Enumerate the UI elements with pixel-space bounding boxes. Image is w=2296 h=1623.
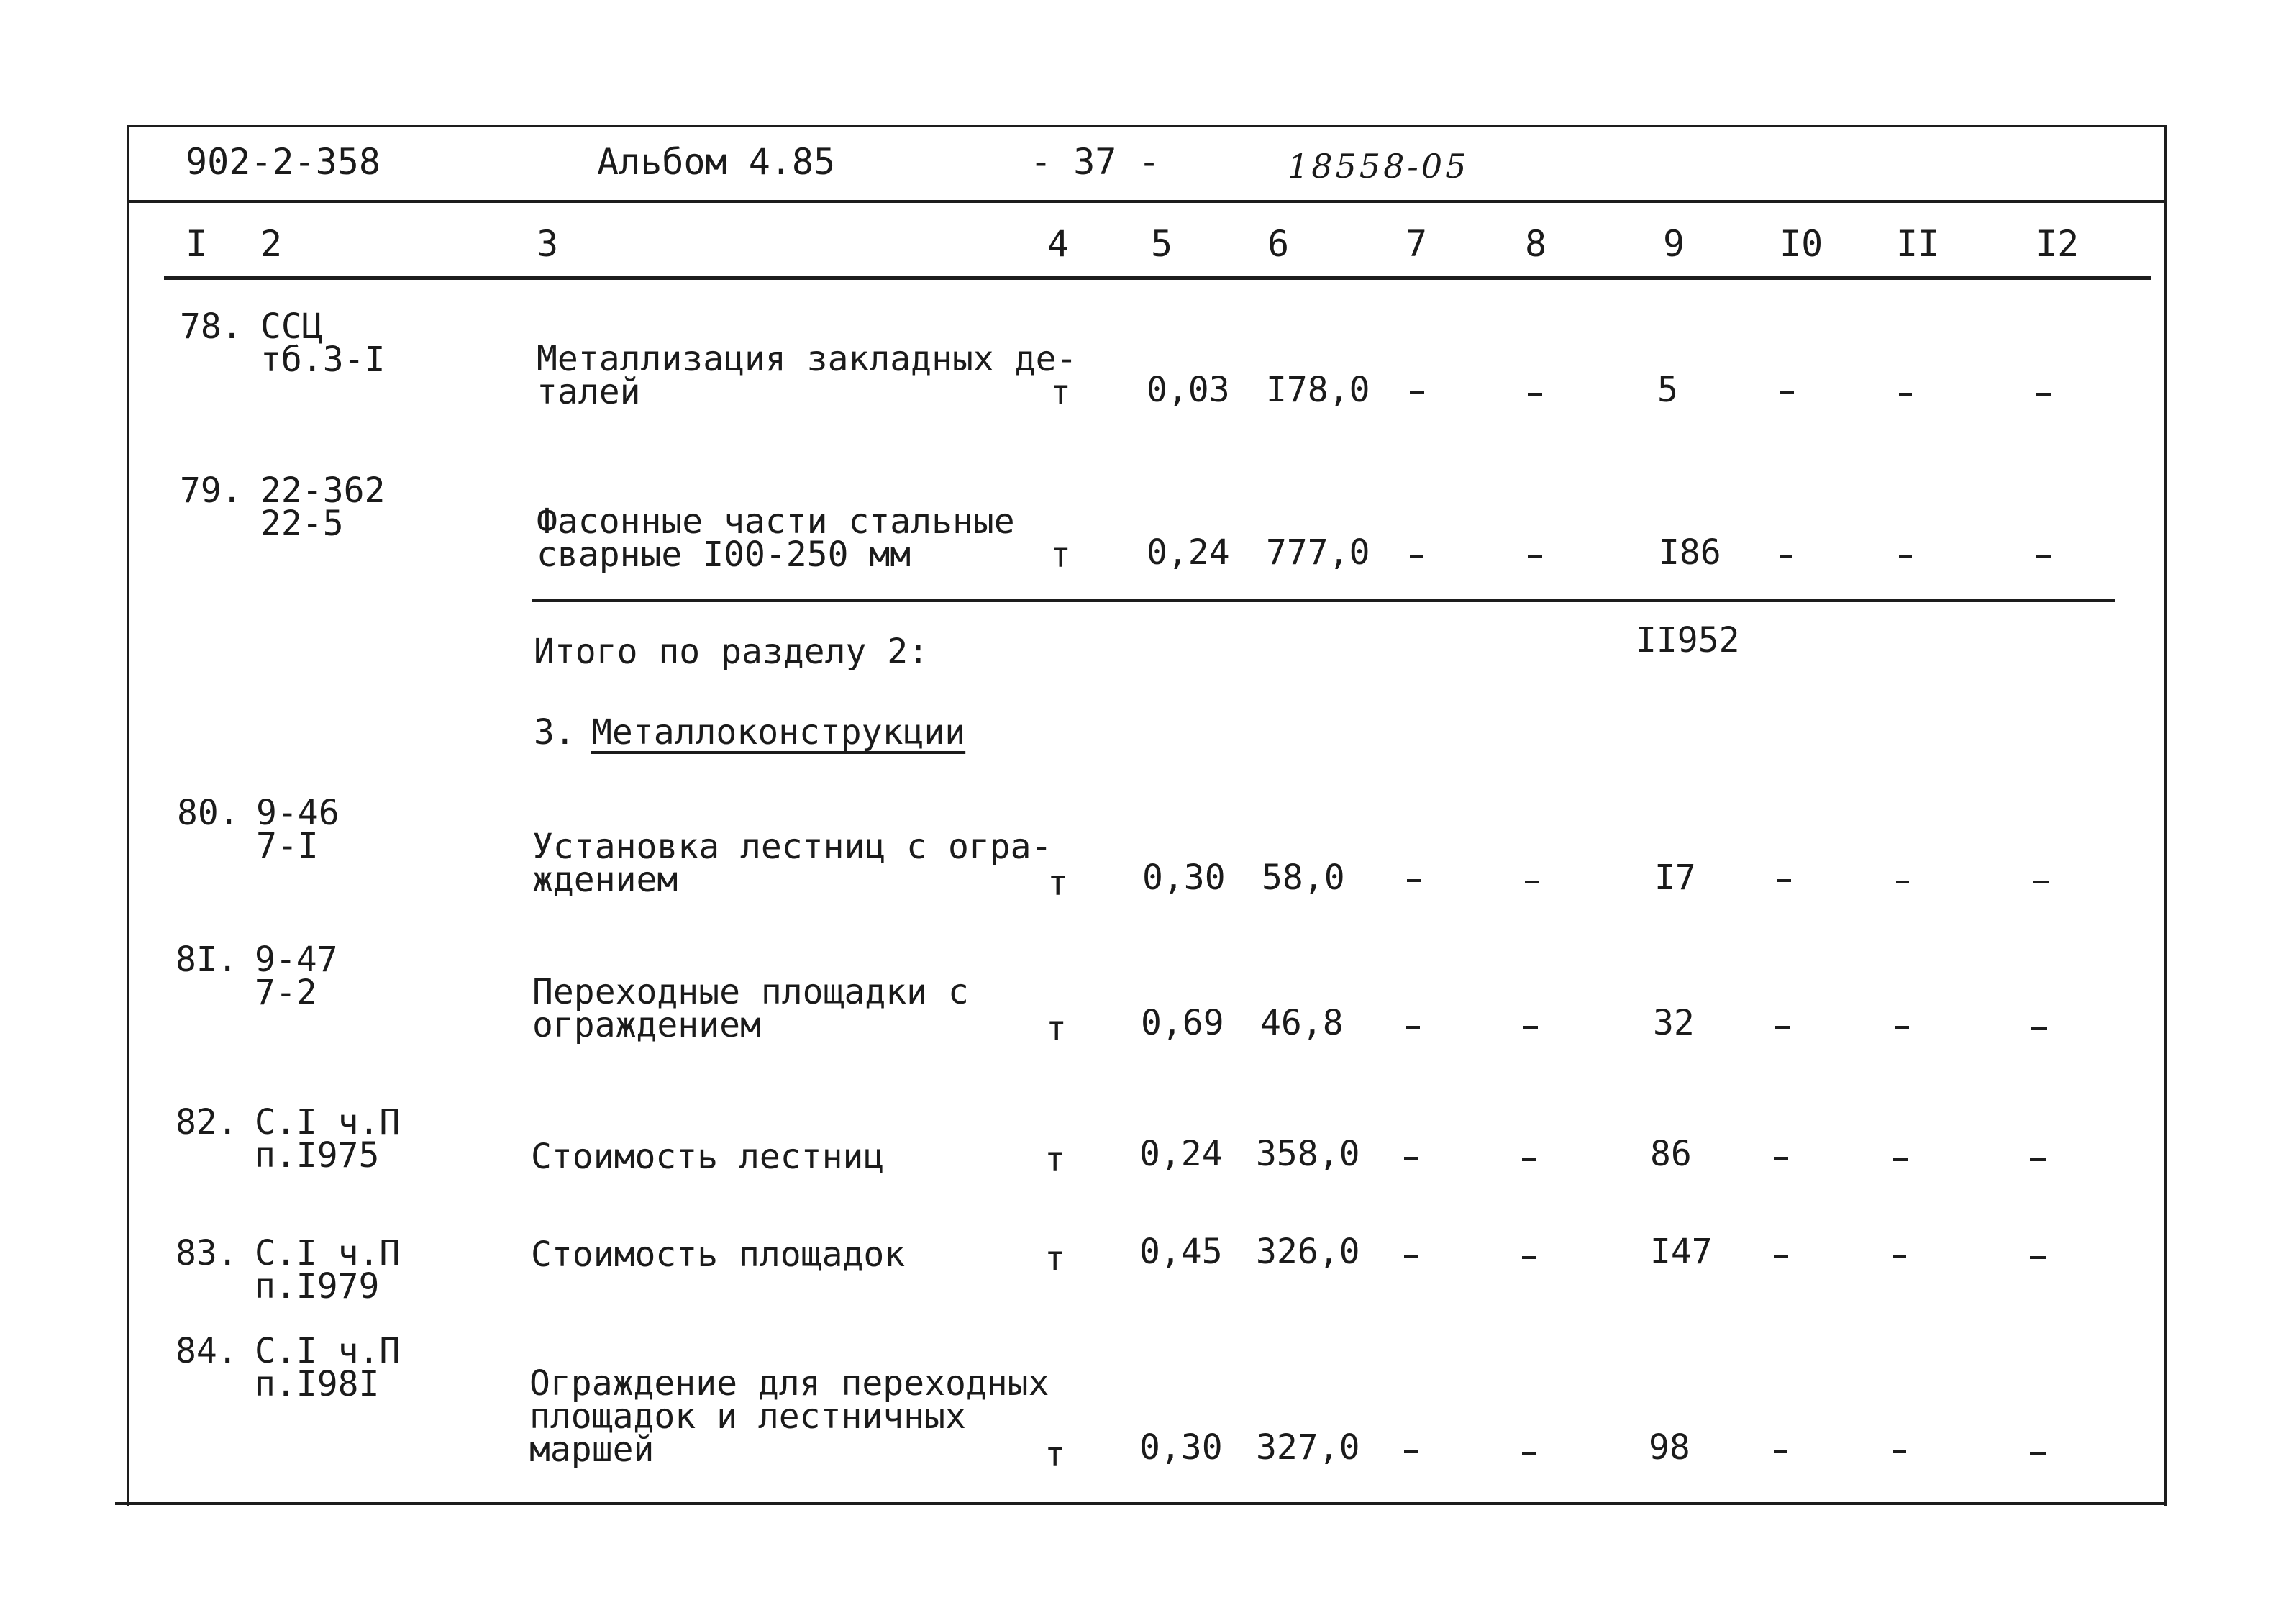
row-quantity: 0,24: [1139, 1134, 1223, 1174]
row-col8-dash: [1528, 555, 1542, 558]
row-description: Установка лестниц с огра- ждением: [532, 827, 1052, 900]
row-ref-line1: 22-362: [260, 470, 386, 511]
row-col12-dash: [2030, 1158, 2046, 1161]
columns-rule: [164, 276, 2151, 280]
row-unit: т: [1050, 535, 1071, 576]
row-col7-dash: [1407, 879, 1421, 882]
row-description: Стоимость лестниц: [531, 1137, 885, 1177]
row-price: 46,8: [1260, 1003, 1344, 1043]
row-description: Фасонные части стальные сварные I00-250 мм: [537, 501, 1015, 575]
section-title: Металлоконструкции: [591, 712, 966, 753]
column-header-2: 2: [260, 223, 283, 265]
row-quantity: 0,24: [1147, 532, 1230, 573]
row-col12-dash: [2033, 881, 2049, 883]
row-quantity: 0,45: [1139, 1232, 1223, 1272]
row-price: 777,0: [1266, 532, 1370, 573]
column-header-9: 9: [1663, 223, 1685, 265]
page-number: - 37 -: [1030, 141, 1160, 183]
row-total: I7: [1654, 858, 1696, 898]
row-description: Ограждение для переходных площадок и лестничных маршей: [529, 1363, 1049, 1470]
handwritten-number: 18558-05: [1288, 147, 1470, 186]
row-col8-dash: [1522, 1158, 1536, 1161]
row-total: I47: [1650, 1232, 1713, 1272]
row-col10-dash: [1775, 1026, 1790, 1029]
column-header-6: 6: [1267, 223, 1290, 265]
row-unit: т: [1044, 1239, 1065, 1279]
row-col10-dash: [1774, 1450, 1787, 1453]
subtotal-label: Итого по разделу 2:: [534, 632, 929, 672]
row-quantity: 0,03: [1147, 370, 1230, 410]
bottom-rule: [115, 1502, 2165, 1505]
row-col10-dash: [1774, 1157, 1788, 1160]
row-col10-dash: [1780, 555, 1792, 558]
column-header-11: II: [1896, 223, 1940, 265]
column-header-10: I0: [1780, 223, 1823, 265]
header-rule: [127, 200, 2167, 203]
row-number: 79.: [180, 470, 242, 511]
row-col11-dash: [1899, 393, 1912, 396]
row-col7-dash: [1410, 391, 1424, 394]
row-col11-dash: [1899, 555, 1912, 558]
row-price: 326,0: [1256, 1232, 1360, 1272]
row-col8-dash: [1522, 1452, 1536, 1455]
column-header-4: 4: [1047, 223, 1070, 265]
row-number: 8I.: [176, 940, 238, 980]
row-unit: т: [1047, 863, 1068, 904]
row-col7-dash: [1404, 1157, 1418, 1160]
row-col8-dash: [1522, 1256, 1536, 1259]
row-col12-dash: [2030, 1256, 2046, 1259]
row-number: 83.: [176, 1233, 238, 1273]
row-col7-dash: [1406, 1026, 1420, 1029]
row-ref-line2: 7-2: [255, 973, 317, 1013]
row-col8-dash: [1523, 1026, 1538, 1029]
column-header-7: 7: [1406, 223, 1428, 265]
row-ref-line2: тб.3-I: [260, 340, 386, 380]
row-price: I78,0: [1266, 370, 1370, 410]
row-col12-dash: [2030, 1452, 2046, 1455]
row-ref-line1: 9-46: [256, 793, 340, 833]
row-price: 358,0: [1256, 1134, 1360, 1174]
row-col11-dash: [1895, 1026, 1909, 1029]
row-description: Металлизация закладных де- талей: [537, 339, 1078, 412]
row-col7-dash: [1410, 555, 1423, 558]
album-label: Альбом 4.85: [597, 141, 836, 183]
subtotal-value: II952: [1636, 620, 1740, 660]
row-quantity: 0,30: [1142, 858, 1226, 898]
row-col7-dash: [1404, 1255, 1418, 1258]
row-number: 80.: [177, 793, 240, 833]
row-col10-dash: [1780, 391, 1794, 394]
column-header-1: I: [186, 223, 208, 265]
row-ref-line2: п.I975: [255, 1135, 380, 1176]
row-ref-line1: С.I ч.П: [255, 1331, 401, 1371]
row-col8-dash: [1525, 881, 1539, 883]
subtotal-rule: [532, 599, 2115, 602]
row-col11-dash: [1893, 1158, 1908, 1161]
row-total: I86: [1659, 532, 1721, 573]
row-total: 32: [1653, 1003, 1695, 1043]
row-total: 98: [1649, 1427, 1690, 1468]
row-col12-dash: [2036, 555, 2051, 558]
row-ref-line1: С.I ч.П: [255, 1102, 401, 1142]
row-ref-line1: 9-47: [255, 940, 338, 980]
row-number: 78.: [180, 306, 242, 347]
column-header-12: I2: [2036, 223, 2079, 265]
row-quantity: 0,30: [1139, 1427, 1223, 1468]
row-col11-dash: [1896, 881, 1909, 883]
row-col8-dash: [1528, 393, 1542, 396]
row-quantity: 0,69: [1141, 1003, 1224, 1043]
row-col11-dash: [1893, 1450, 1906, 1453]
row-unit: т: [1050, 373, 1071, 413]
row-unit: т: [1044, 1140, 1065, 1180]
row-col7-dash: [1404, 1450, 1418, 1453]
row-ref-line2: 7-I: [256, 826, 319, 866]
column-header-3: 3: [537, 223, 559, 265]
row-ref-line2: 22-5: [260, 504, 344, 544]
row-ref-line1: С.I ч.П: [255, 1233, 401, 1273]
row-col11-dash: [1893, 1255, 1906, 1258]
row-col12-dash: [2036, 393, 2051, 396]
row-description: Стоимость площадок: [531, 1235, 906, 1275]
row-col12-dash: [2031, 1027, 2047, 1030]
row-number: 82.: [176, 1102, 238, 1142]
section-number: 3.: [534, 712, 575, 753]
row-description: Переходные площадки с ограждением: [532, 972, 969, 1045]
row-unit: т: [1044, 1435, 1065, 1475]
row-ref-line1: ССЦ: [260, 306, 323, 347]
row-unit: т: [1046, 1009, 1067, 1049]
row-total: 86: [1650, 1134, 1692, 1174]
row-ref-line2: п.I98I: [255, 1364, 380, 1404]
row-number: 84.: [176, 1331, 238, 1371]
row-price: 327,0: [1256, 1427, 1360, 1468]
row-price: 58,0: [1262, 858, 1345, 898]
row-col10-dash: [1774, 1255, 1788, 1258]
doc-code: 902-2-358: [186, 141, 381, 183]
row-col10-dash: [1777, 879, 1791, 882]
row-ref-line2: п.I979: [255, 1266, 380, 1306]
row-total: 5: [1657, 370, 1678, 410]
document-frame: [127, 125, 2167, 1506]
column-header-8: 8: [1525, 223, 1547, 265]
column-header-5: 5: [1151, 223, 1173, 265]
